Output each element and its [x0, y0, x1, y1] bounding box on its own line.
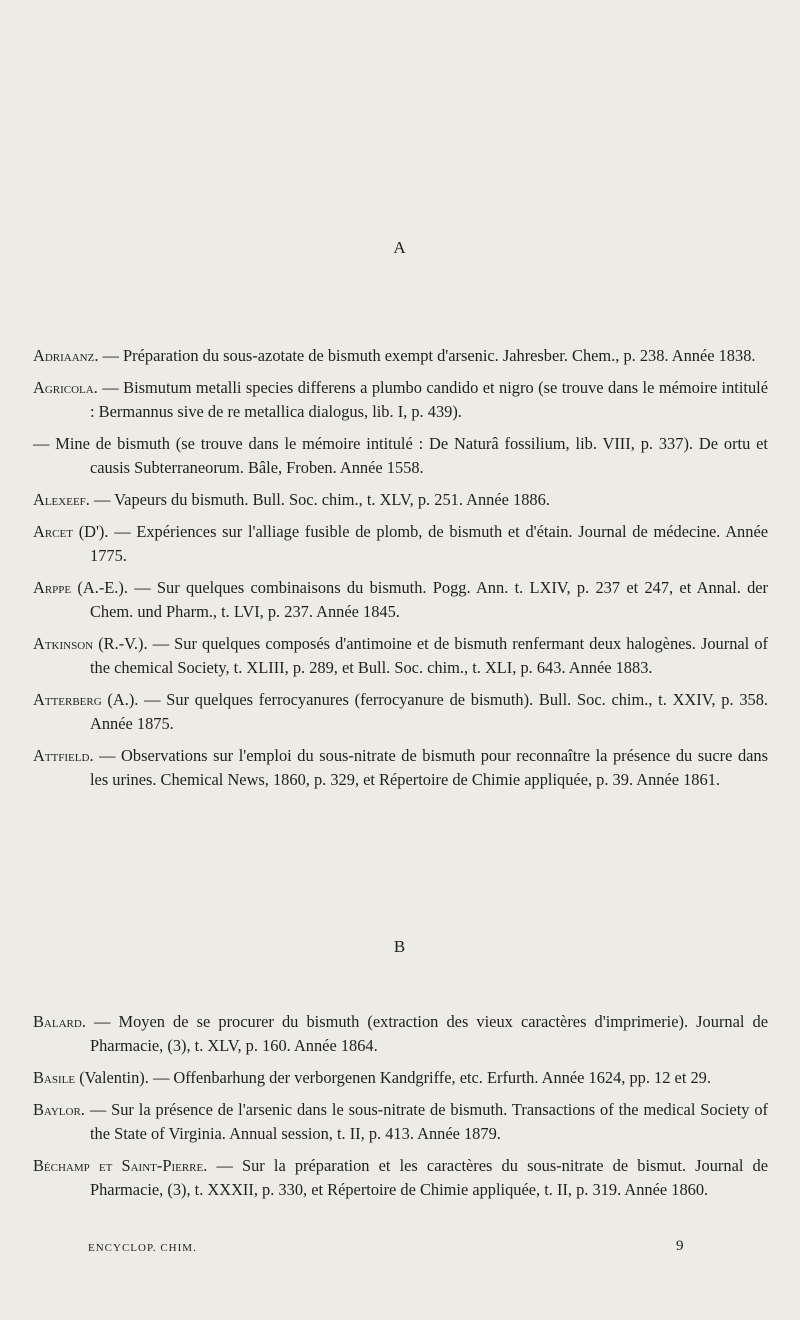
entry-text: (D'). — Expériences sur l'alliage fusible de plomb, de bismuth et d'étain. Journal de médecine. Année 1775.: [72, 522, 768, 565]
entry-author: Basile: [33, 1068, 76, 1087]
entry-text: (A.). — Sur quelques ferrocyanures (ferrocyanure de bismuth). Bull. Soc. chim., t. XXIV, p. 358. Année 1875.: [90, 690, 768, 733]
entry-text: (Valentin). — Offenbarhung der verborgenen Kandgriffe, etc. Erfurth. Année 1624, pp. 12 et 29.: [75, 1068, 711, 1087]
entry: [33, 744, 768, 792]
entry-author: Alexeef.: [33, 490, 90, 509]
entry: [33, 344, 768, 368]
entry-author: Arppe: [33, 578, 72, 597]
entry: [33, 376, 768, 424]
entries-a: [33, 344, 768, 800]
entry-author: Atterberg: [33, 690, 102, 709]
entries-b: [33, 1010, 768, 1210]
entry-author: Béchamp et Saint-Pierre.: [33, 1156, 208, 1175]
entry-author: Agricola.: [33, 378, 98, 397]
entry: [33, 576, 768, 624]
entry-text: — Mine de bismuth (se trouve dans le mémoire intitulé : De Naturâ fossilium, lib. VIII, p. 337). De ortu et causis Subterraneorum. Bâle, Froben. Année 1558.: [33, 434, 768, 477]
entry-text: — Préparation du sous-azotate de bismuth exempt d'arsenic. Jahresber. Chem., p. 238. Année 1838.: [98, 346, 756, 365]
footer-left: ENCYCLOP. CHIM.: [88, 1242, 197, 1254]
entry: [33, 520, 768, 568]
entry: [33, 1154, 768, 1202]
entry-text: — Bismutum metalli species differens a plumbo candido et nigro (se trouve dans le mémoire intitulé : Bermannus sive de re metallica dialogus, lib. I, p. 439).: [90, 378, 768, 421]
entry-text: — Observations sur l'emploi du sous-nitrate de bismuth pour reconnaître la présence du sucre dans les urines. Chemical News, 1860, p. 329, et Répertoire de Chimie appliquée, p. 39. Année 1861.: [90, 746, 768, 789]
entry-author: Baylor.: [33, 1100, 85, 1119]
entry-text: (R.-V.). — Sur quelques composés d'antimoine et de bismuth renfermant deux halogènes. Journal of the chemical Society, t. XLIII, p. 289, et Bull. Soc. chim., t. XLI, p. 643. Année 1883.: [90, 634, 768, 677]
section-letter-b: B: [393, 937, 407, 956]
section-letter-a: A: [393, 238, 407, 257]
entry-text: — Sur la préparation et les caractères du sous-nitrate de bismut. Journal de Pharmacie, (3), t. XXXII, p. 330, et Répertoire de Chimie appliquée, t. II, p. 319. Année 1860.: [90, 1156, 769, 1199]
entry: [33, 1098, 768, 1146]
entry: [33, 432, 768, 480]
entry-author: Arcet: [33, 522, 73, 541]
entry: [33, 632, 768, 680]
entry-text: — Vapeurs du bismuth. Bull. Soc. chim., t. XLV, p. 251. Année 1886.: [89, 490, 550, 509]
entry: [33, 688, 768, 736]
entry-text: (A.-E.). — Sur quelques combinaisons du bismuth. Pogg. Ann. t. LXIV, p. 237 et 247, et Annal. der Chem. und Pharm., t. LVI, p. 237. Année 1845.: [71, 578, 768, 621]
entry-text: — Moyen de se procurer du bismuth (extraction des vieux caractères d'imprimerie). Journal de Pharmacie, (3), t. XLV, p. 160. Année 1864.: [85, 1012, 768, 1055]
entry: [33, 488, 768, 512]
entry: [33, 1066, 768, 1090]
page-number: 9: [676, 1238, 684, 1254]
entry-author: Attfield.: [33, 746, 94, 765]
entry-author: Atkinson: [33, 634, 94, 653]
entry-text: — Sur la présence de l'arsenic dans le sous-nitrate de bismuth. Transactions of the medical Society of the State of Virginia. Annual session, t. II, p. 413. Année 1879.: [84, 1100, 768, 1143]
entry-author: Adriaanz.: [33, 346, 99, 365]
entry-author: Balard.: [33, 1012, 86, 1031]
entry: [33, 1010, 768, 1058]
